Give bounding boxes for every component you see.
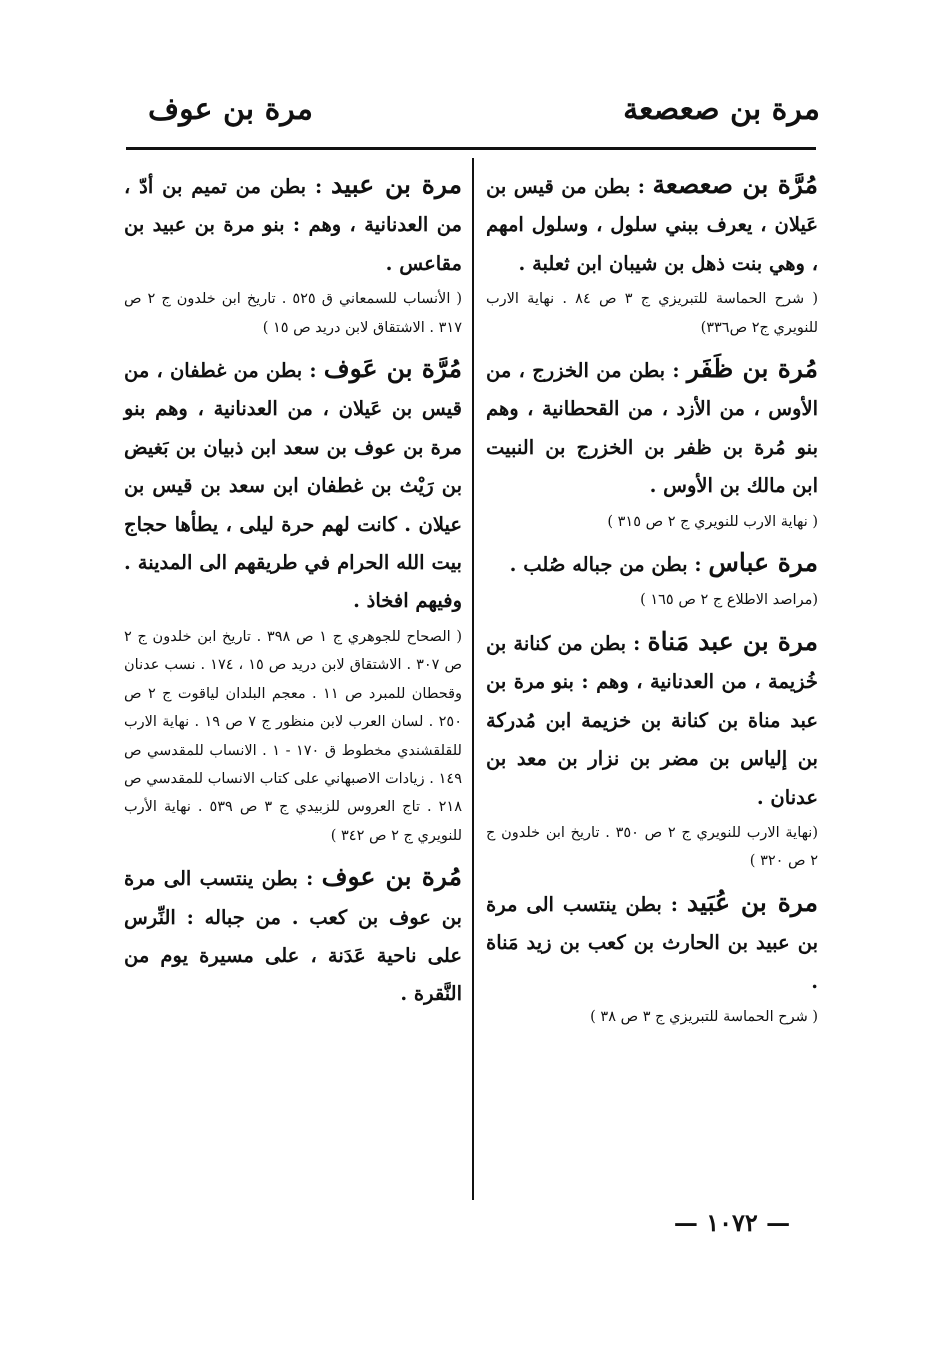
entry-body <box>486 166 818 283</box>
entry-body <box>124 166 462 283</box>
entry-head: مرة بن عبد مَناة <box>647 626 818 656</box>
entry-head: مُرة بن ظَفَر <box>686 354 818 384</box>
entry-body <box>486 623 818 817</box>
entry-body <box>486 884 818 1001</box>
header-rule <box>126 147 816 150</box>
entry-head: مُرَّة بن عَوف <box>323 354 462 384</box>
entry <box>486 884 818 1032</box>
entry-source: (نهاية الارب للنويري ج ٢ ص ٣٥٠ . تاريخ ابن خلدون ج ٢ ص ٣٢٠ ) <box>486 824 818 870</box>
entry-head: مرة بن عُبَيد <box>686 887 818 917</box>
entry <box>486 544 818 615</box>
entry-source: ( شرح الحماسة للتبريزي ج ٣ ص ٣٨ ) <box>590 1008 818 1025</box>
entry-body <box>486 544 818 584</box>
entry <box>124 350 462 850</box>
entry-text: : بطن من الخزرج ، من الأوس ، من الأزد ، من القحطانية ، وهم بنو مُرة بن ظفر بن الخزرج بن النبيت ابن مالك بن الأوس . <box>486 359 818 498</box>
entry-head: مُرَّة بن صعصعة <box>652 170 818 199</box>
entry-body <box>486 350 818 506</box>
right-column <box>486 166 818 1039</box>
running-header-left: مرة بن عوف <box>148 92 313 127</box>
left-column <box>124 166 462 1018</box>
entry-source: ( نهاية الارب للنويري ج ٢ ص ٣١٥ ) <box>607 513 818 530</box>
page-number: — ١٠٧٢ — <box>673 1208 791 1237</box>
entry-body <box>124 858 462 1014</box>
entry-text: : بطن من كنانة بن خُزيمة ، من العدنانية ، وهم : بنو مرة بن عبد مناة بن كنانة بن خزيمة ابن مُدركة بن إلياس بن مضر بن نزار بن معد بن عدنان . <box>486 631 818 809</box>
entry-source: ( شرح الحماسة للتبريزي ج ٣ ص ٨٤ . نهاية الارب للنويري ج٢ ص٣٣٦) <box>486 291 818 336</box>
entry-text: : بطن ينتسب الى مرة بن عوف بن كعب . من جباله : النِّرس على ناحية عَدَنة ، على مسيرة يوم من النَّقرة . <box>124 867 462 1006</box>
entry-text: : بطن من قيس بن عَيلان ، يعرف ببني سلول ، وسلول امهم ، وهي بنت ذهل بن شيبان ابن ثعلبة . <box>486 175 818 275</box>
running-header-right: مرة بن صعصعة <box>623 92 820 127</box>
entry-text: : بطن ينتسب الى مرة بن عبيد بن الحارث بن كعب بن زيد مَناة . <box>486 892 818 993</box>
entry-body <box>124 350 462 621</box>
entry-head: مرة عباس <box>708 548 818 578</box>
entry-text: : بطن من غطفان ، من قيس بن عَيلان ، من العدنانية ، وهم بنو مرة بن عوف بن سعد ابن ذبيان بن بَغيض بن رَيْث بن غطفان ابن سعد بن قيس بن عيلان . كانت لهم حرة ليلى ، يطأها حجاج بيت الله الحرام في طريقهم الى المدينة . وفيهم افخاذ . <box>124 359 462 613</box>
entry <box>124 166 462 342</box>
entry-source: (مراصد الاطلاع ج ٢ ص ١٦٥ ) <box>640 592 818 609</box>
entry <box>486 166 818 342</box>
column-divider <box>472 158 474 1200</box>
entry <box>124 858 462 1014</box>
entry-source: ( الأنساب للسمعاني ق ٥٢٥ . تاريخ ابن خلدون ج ٢ ص ٣١٧ . الاشتقاق لابن دريد ص ١٥ ) <box>124 291 463 336</box>
entry <box>486 350 818 536</box>
entry <box>486 623 818 876</box>
entry-head: مُرة بن عوف <box>321 862 462 892</box>
entry-head: مرة بن عبيد <box>331 170 463 199</box>
entry-text: : بطن من تميم بن أدّ ، من العدنانية ، وهم : بنو مرة بن عبيد بن مقاعس . <box>124 175 462 275</box>
entry-text: : بطن من جباله صُلب . <box>509 553 702 577</box>
entry-source: ( الصحاح للجوهري ج ١ ص ٣٩٨ . تاريخ ابن خلدون ج ٢ ص ٣٠٧ . الاشتقاق لابن دريد ص ١٥ ، ١٧٤ . نسب عدنان وقحطان للمبرد ص ١١ . معجم البلدان لياقوت ج ٢ ص ٢٥٠ . لسان العرب لابن منظور ج ٧ ص ١٩ . نهاية الارب للقلقشندي مخطوط ق ١٧٠ - ١ . الانساب للمقدسي ص ١٤٩ . زيادات الاصبهاني على كتاب الانساب للمقدسي ص ٢١٨ . تاج العروس للزبيدي ج ٣ ص ٥٣٩ . نهاية الأرب للنويري ج ٢ ص ٣٤٢ ) <box>124 628 463 844</box>
